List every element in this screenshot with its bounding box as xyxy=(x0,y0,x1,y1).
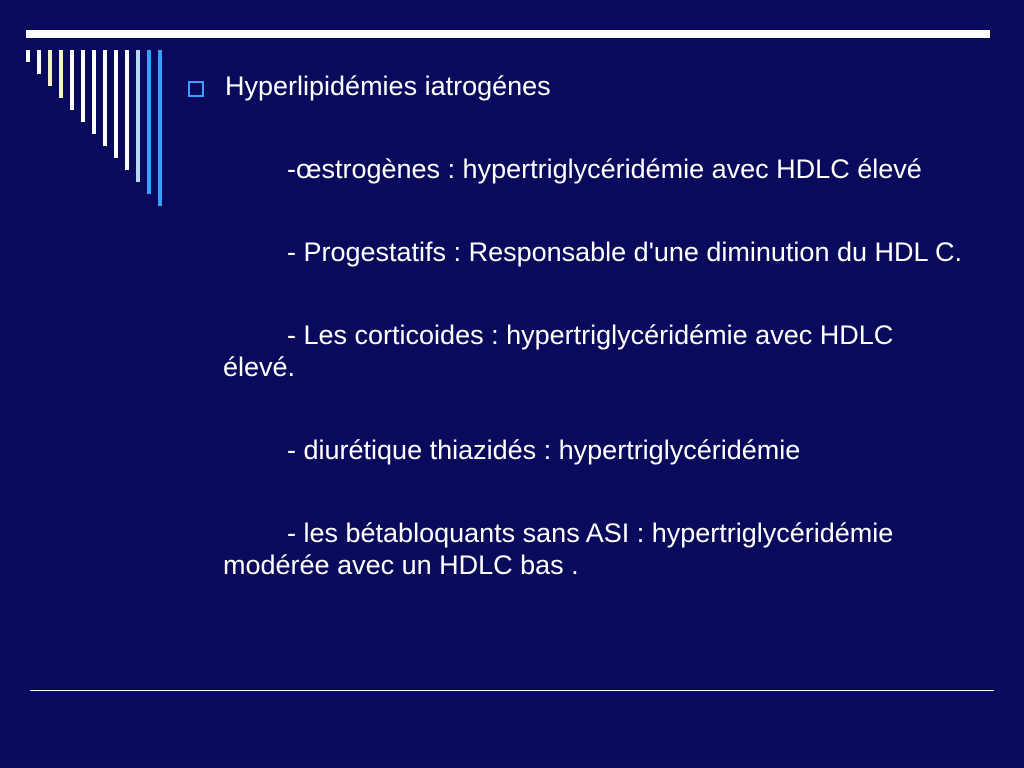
sub-item-oestrogenes: -œstrogènes : hypertriglycéridémie avec HDLC élevé xyxy=(287,154,922,184)
stripe xyxy=(92,50,96,134)
sub-item-progestatifs: - Progestatifs : Responsable d'une diminution du HDL C. xyxy=(287,237,963,267)
stripe xyxy=(158,50,162,206)
stripe xyxy=(125,50,129,170)
bottom-rule xyxy=(30,690,994,691)
sub-item-corticoides: - Les corticoides : hypertriglycéridémie avec HDLC élevé. xyxy=(223,320,894,382)
stripe xyxy=(26,50,30,62)
bullet-heading xyxy=(188,70,978,102)
stripe xyxy=(81,50,85,122)
stripe xyxy=(59,50,63,98)
stripe xyxy=(103,50,107,146)
stripe xyxy=(37,50,41,74)
sub-item-diuretiques: - diurétique thiazidés : hypertriglycéridémie xyxy=(287,435,801,465)
stripe xyxy=(48,50,52,86)
stripe xyxy=(136,50,140,182)
sub-item-betabloquants: - les bétabloquants sans ASI : hypertriglycéridémie modérée avec un HDLC bas . xyxy=(223,518,894,580)
heading-text: Hyperlipidémies iatrogénes xyxy=(225,71,551,101)
hollow-square-bullet-icon xyxy=(188,81,204,97)
stripe xyxy=(147,50,151,194)
slide-content xyxy=(188,70,978,581)
decorative-stripes xyxy=(0,0,180,220)
stripe xyxy=(114,50,118,158)
stripe xyxy=(70,50,74,110)
